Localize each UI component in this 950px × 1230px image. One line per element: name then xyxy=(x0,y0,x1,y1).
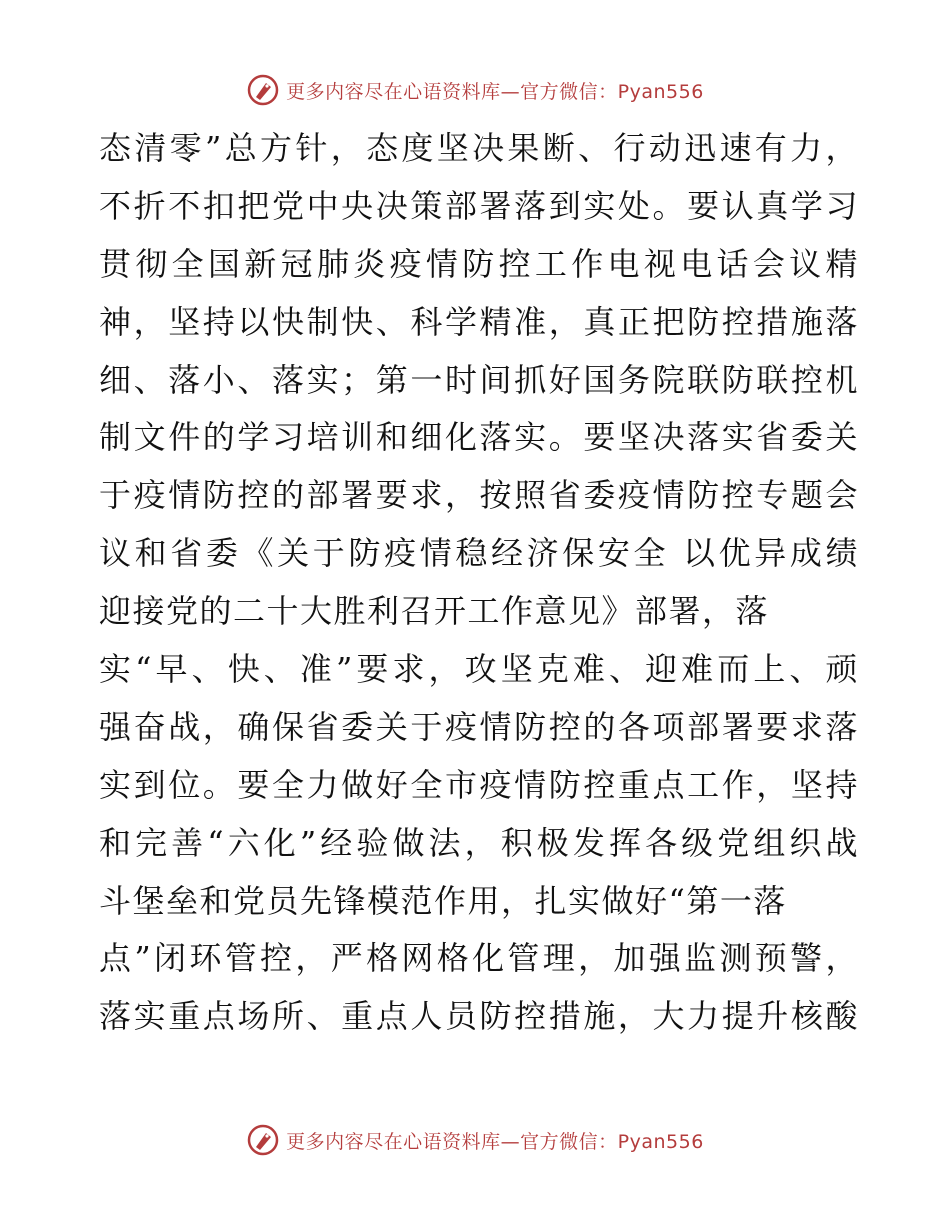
text-line: 于疫情防控的部署要求，按照省委疫情防控专题会 xyxy=(99,476,859,515)
pen-nib-icon xyxy=(246,1123,280,1157)
text-line: 强奋战，确保省委关于疫情防控的各项部署要求落 xyxy=(99,707,859,746)
text-line: 态清零”总方针，态度坚决果断、行动迅速有力， xyxy=(99,129,859,167)
text-line: 实“早、快、准”要求，攻坚克难、迎难而上、顽 xyxy=(99,650,859,689)
text-line: 实到位。要全力做好全市疫情防控重点工作，坚持 xyxy=(99,765,859,804)
text-line: 议和省委《关于防疫情稳经济保安全 以优异成绩 xyxy=(99,534,859,573)
text-line: 不折不扣把党中央决策部署落到实处。要认真学习 xyxy=(99,186,859,225)
text-line: 迎接党的二十大胜利召开工作意见》部署，落 xyxy=(99,592,770,631)
text-line: 落实重点场所、重点人员防控措施，大力提升核酸 xyxy=(99,997,859,1036)
text-line: 贯彻全国新冠肺炎疫情防控工作电视电话会议精 xyxy=(99,244,859,283)
text-line: 制文件的学习培训和细化落实。要坚决落实省委关 xyxy=(99,418,859,457)
footer-watermark xyxy=(0,1120,950,1160)
text-line: 斗堡垒和党员先锋模范作用，扎实做好“第一落 xyxy=(99,881,787,920)
text-line: 细、落小、落实；第一时间抓好国务院联防联控机 xyxy=(99,360,859,399)
pen-nib-icon xyxy=(246,73,280,107)
text-line: 和完善“六化”经验做法，积极发挥各级党组织战 xyxy=(99,823,859,862)
text-line: 点”闭环管控，严格网格化管理，加强监测预警， xyxy=(99,939,859,978)
header-watermark xyxy=(0,70,950,110)
text-line: 神，坚持以快制快、科学精准，真正把防控措施落 xyxy=(99,302,859,341)
watermark-text: 更多内容尽在心语资料库—官方微信：Pyan556 xyxy=(286,80,704,103)
document-body xyxy=(99,120,859,1046)
watermark-text: 更多内容尽在心语资料库—官方微信：Pyan556 xyxy=(286,1130,704,1153)
